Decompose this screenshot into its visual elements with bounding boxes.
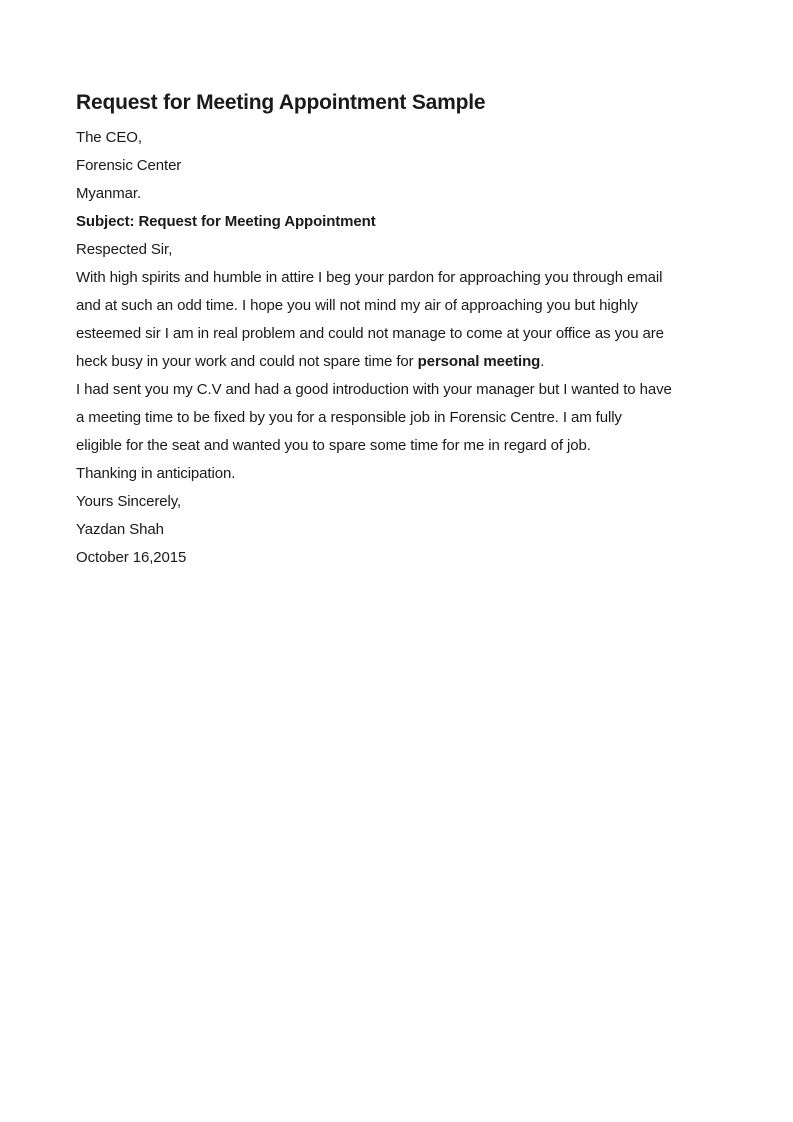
- paragraph-line: a meeting time to be fixed by you for a responsible job in Forensic Centre. I am fully: [76, 409, 622, 426]
- thanks-line: Thanking in anticipation.: [76, 465, 236, 482]
- paragraph-line: [76, 348, 736, 376]
- salutation: Respected Sir,: [76, 241, 173, 258]
- signature-name: Yazdan Shah: [76, 521, 164, 538]
- recipient-country: Myanmar.: [76, 185, 142, 202]
- emphasis-text: personal meeting: [417, 353, 541, 370]
- body-paragraph-2: [76, 376, 736, 460]
- paragraph-line: eligible for the seat and wanted you to spare some time for me in regard of job.: [76, 437, 591, 454]
- subject-line: Subject: Request for Meeting Appointment: [76, 213, 376, 230]
- closing-line: Yours Sincerely,: [76, 493, 182, 510]
- paragraph-text: heck busy in your work and could not spare time for: [76, 353, 418, 370]
- paragraph-line: With high spirits and humble in attire I beg your pardon for approaching you through email: [76, 269, 663, 286]
- paragraph-line: esteemed sir I am in real problem and could not manage to come at your office as you are: [76, 325, 664, 342]
- body-paragraph-1: [76, 264, 736, 376]
- document-title: Request for Meeting Appointment Sample: [76, 91, 486, 114]
- letter-date: October 16,2015: [76, 549, 187, 566]
- paragraph-line: I had sent you my C.V and had a good introduction with your manager but I wanted to have: [76, 381, 672, 398]
- recipient-title: The CEO,: [76, 129, 142, 146]
- recipient-organization: Forensic Center: [76, 157, 182, 174]
- paragraph-text: .: [540, 353, 545, 370]
- letter-page: [76, 88, 736, 572]
- paragraph-line: and at such an odd time. I hope you will not mind my air of approaching you but highly: [76, 297, 638, 314]
